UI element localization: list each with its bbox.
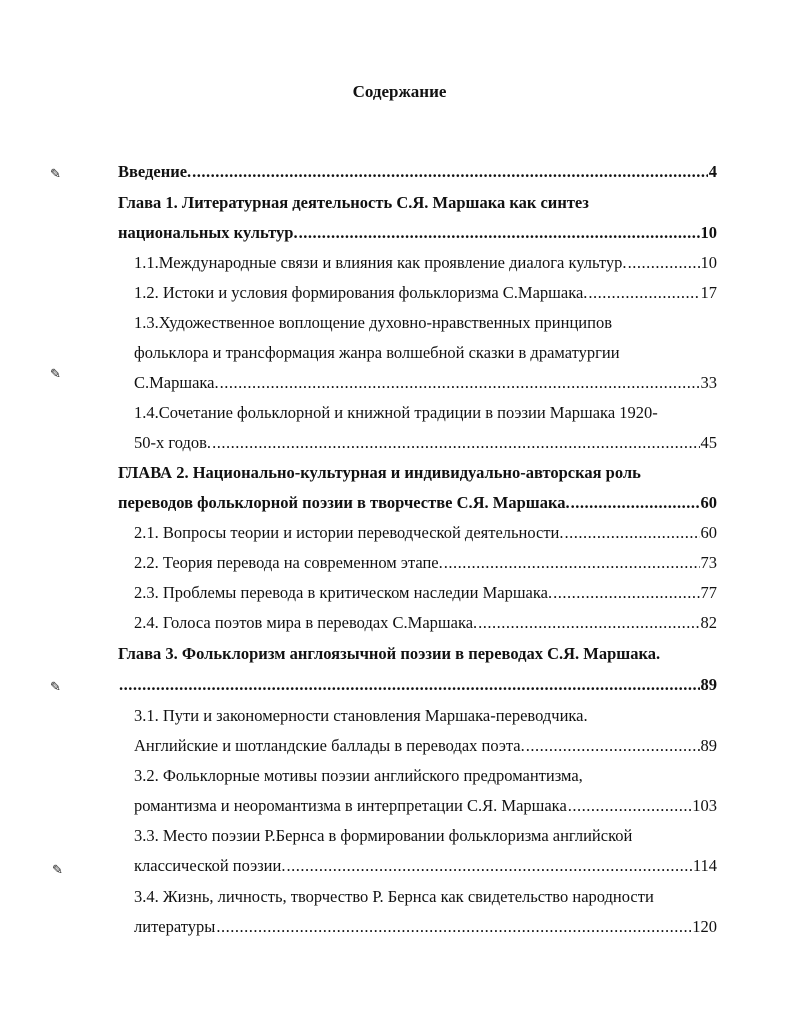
toc-entry-chapter-1[interactable]: национальных культур. ..... 10 [118,223,717,243]
toc-entry-3-2-line1: 3.2. Фольклорные мотивы поэзии английского предромантизма, [134,766,583,785]
toc-chapter-2-title: ГЛАВА 2. Национально-культурная и индивидуально-авторская роль [118,463,641,482]
toc-entry-2-3[interactable]: 2.3. Проблемы перевода в критическом наследии Маршака. ..... 77 [134,583,717,603]
toc-entry-1-3-line2: фольклора и трансформация жанра волшебной сказки в драматургии [134,343,620,362]
toc-entry-1-1[interactable]: 1.1.Международные связи и влияния как проявление диалога культур. ..... 10 [134,253,717,273]
toc-entry-3-2[interactable]: романтизма и неоромантизма в интерпретации С.Я. Маршака ..... 103 [134,796,717,816]
toc-entry-3-4[interactable]: литературы ..... 120 [134,917,717,937]
toc-entry-3-1-line1: 3.1. Пути и закономерности становления Маршака-переводчика. [134,706,588,725]
toc-entry-chapter-2[interactable]: переводов фольклорной поэзии в творчестве С.Я. Маршака. ..... 60 [118,493,717,513]
toc-chapter-1-title: Глава 1. Литературная деятельность С.Я. Маршака как синтез [118,193,589,212]
toc-chapter-3-title: Глава 3. Фольклоризм англоязычной поэзии в переводах С.Я. Маршака. [118,644,661,663]
toc-entry-2-4[interactable]: 2.4. Голоса поэтов мира в переводах С.Маршака. ..... 82 [134,613,717,633]
page-title: Содержание [352,82,447,101]
toc-entry-3-1[interactable]: Английские и шотландские баллады в переводах поэта. ..... 89 [134,736,717,756]
toc-entry-3-3[interactable]: классической поэзии. ..... 114 [134,856,717,876]
margin-mark-icon: ✎ [52,862,63,877]
toc-entry-3-3-line1: 3.3. Место поэзии Р.Бернса в формировании фольклоризма английской [134,826,633,845]
margin-mark-icon: ✎ [50,366,61,381]
toc-entry-1-4-line1: 1.4.Сочетание фольклорной и книжной традиции в поэзии Маршака 1920- [134,403,658,422]
toc-entry-2-2[interactable]: 2.2. Теория перевода на современном этапе. ..... 73 [134,553,717,573]
toc-entry-1-3[interactable]: С.Маршака. ..... 33 [134,373,717,393]
toc-entry-1-4[interactable]: 50-х годов. ..... 45 [134,433,717,453]
margin-mark-icon: ✎ [50,166,61,181]
toc-entry-1-3-line1: 1.3.Художественное воплощение духовно-нравственных принципов [134,313,612,332]
toc-entry-1-2[interactable]: 1.2. Истоки и условия формирования фольклоризма С.Маршака. ..... 17 [134,283,717,303]
toc-entry-intro[interactable]: Введение. ..... 4 [118,162,717,182]
toc-entry-2-1[interactable]: 2.1. Вопросы теории и истории переводческой деятельности. ..... 60 [134,523,717,543]
toc-entry-chapter-3[interactable]: ..... 89 [118,675,717,695]
toc-entry-3-4-line1: 3.4. Жизнь, личность, творчество Р. Бернса как свидетельство народности [134,887,654,906]
margin-mark-icon: ✎ [50,679,61,694]
